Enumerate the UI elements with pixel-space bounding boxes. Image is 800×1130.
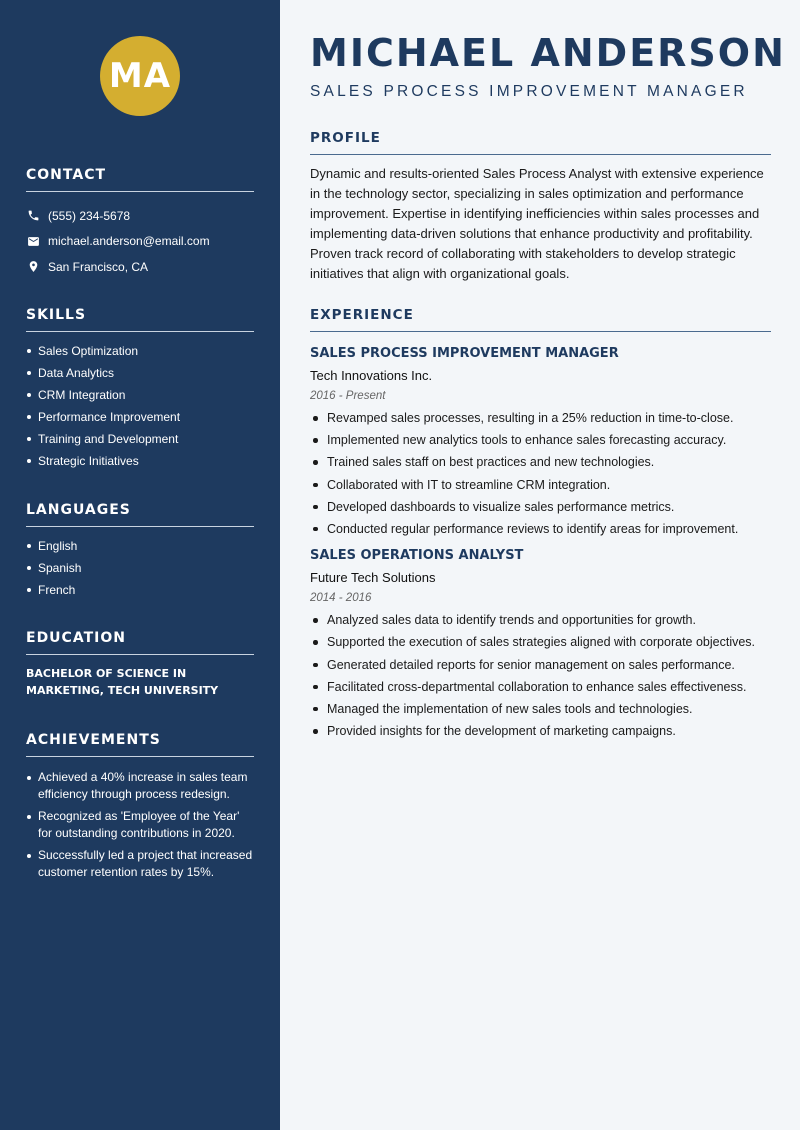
job-bullets	[310, 611, 771, 744]
location-pin-icon	[26, 260, 40, 274]
achievements-heading: ACHIEVEMENTS	[26, 732, 254, 757]
profile-section	[310, 130, 771, 284]
location-text: San Francisco, CA	[48, 259, 149, 274]
job-bullet: Generated detailed reports for senior management on sales performance.	[310, 656, 771, 678]
language-item: French	[26, 582, 254, 604]
language-item: Spanish	[26, 560, 254, 582]
education-heading: EDUCATION	[26, 630, 254, 655]
job-company: Tech Innovations Inc.	[310, 368, 433, 383]
languages-section	[26, 502, 254, 605]
contact-heading: CONTACT	[26, 167, 254, 192]
job-bullets	[310, 409, 771, 542]
languages-heading: LANGUAGES	[26, 502, 254, 527]
achievement-item: Achieved a 40% increase in sales team efficiency through process redesign.	[26, 769, 254, 803]
contact-section	[26, 167, 254, 280]
job-entry	[310, 548, 771, 744]
job-dates: 2016 - Present	[310, 390, 386, 402]
avatar-initials: MA	[100, 36, 180, 116]
job-entry	[310, 346, 771, 542]
skill-item: Training and Development	[26, 431, 254, 453]
achievement-item: Recognized as 'Employee of the Year' for outstanding contributions in 2020.	[26, 808, 254, 842]
experience-heading: EXPERIENCE	[310, 307, 771, 332]
achievements-list	[26, 769, 254, 881]
achievements-section	[26, 732, 254, 881]
contact-list	[26, 203, 254, 280]
education-section	[26, 630, 254, 699]
skill-item: Performance Improvement	[26, 409, 254, 431]
skill-item: Strategic Initiatives	[26, 453, 254, 475]
job-bullet: Supported the execution of sales strategies aligned with corporate objectives.	[310, 633, 771, 655]
email-text[interactable]: michael.anderson@email.com	[48, 234, 210, 249]
job-title: SALES OPERATIONS ANALYST	[310, 548, 524, 564]
skills-section	[26, 307, 254, 476]
job-title-header: SALES PROCESS IMPROVEMENT MANAGER	[310, 83, 748, 100]
skill-item: CRM Integration	[26, 387, 254, 409]
skill-item: Sales Optimization	[26, 343, 254, 365]
contact-location	[26, 254, 254, 280]
job-bullet: Collaborated with IT to streamline CRM integration.	[310, 476, 771, 498]
job-dates: 2014 - 2016	[310, 592, 372, 605]
email-icon	[26, 234, 40, 248]
job-bullet: Developed dashboards to visualize sales performance metrics.	[310, 498, 771, 520]
job-bullet: Conducted regular performance reviews to identify areas for improvement.	[310, 520, 771, 542]
phone-text[interactable]: (555) 234-5678	[48, 208, 131, 223]
job-bullet: Implemented new analytics tools to enhance sales forecasting accuracy.	[310, 431, 771, 453]
profile-text: Dynamic and results-oriented Sales Process Analyst with extensive experience in the technology sector, specializing in sales optimization and performance improvement. Expertise in identifying inefficiencies within sales processes and implementing data-driven solutions that enhance productivity and profitability. Proven track record of collaborating with stakeholders to develop strategic initiatives that align with organizational goals.	[310, 166, 764, 281]
language-item: English	[26, 538, 254, 560]
phone-icon	[26, 209, 40, 223]
job-bullet: Trained sales staff on best practices and new technologies.	[310, 453, 771, 475]
job-title: SALES PROCESS IMPROVEMENT MANAGER	[310, 346, 619, 361]
job-company: Future Tech Solutions	[310, 570, 436, 586]
person-name: MICHAEL ANDERSON	[310, 31, 786, 75]
skills-list	[26, 343, 254, 476]
experience-section	[310, 307, 771, 744]
contact-phone	[26, 203, 254, 229]
job-bullet: Provided insights for the development of marketing campaigns.	[310, 722, 771, 744]
sidebar	[0, 0, 280, 1130]
education-degree: BACHELOR OF SCIENCE IN MARKETING, TECH UNIVERSITY	[26, 667, 219, 698]
skills-heading: SKILLS	[26, 307, 254, 332]
job-bullet: Analyzed sales data to identify trends and opportunities for growth.	[310, 611, 771, 633]
job-bullet: Revamped sales processes, resulting in a 25% reduction in time-to-close.	[310, 409, 771, 431]
job-bullet: Facilitated cross-departmental collaboration to enhance sales effectiveness.	[310, 678, 771, 700]
job-bullet: Managed the implementation of new sales tools and technologies.	[310, 700, 771, 722]
achievement-item: Successfully led a project that increased customer retention rates by 15%.	[26, 847, 254, 881]
contact-email	[26, 229, 254, 255]
languages-list	[26, 538, 254, 605]
main-content	[280, 0, 800, 1130]
skill-item: Data Analytics	[26, 365, 254, 387]
profile-heading: PROFILE	[310, 130, 771, 155]
